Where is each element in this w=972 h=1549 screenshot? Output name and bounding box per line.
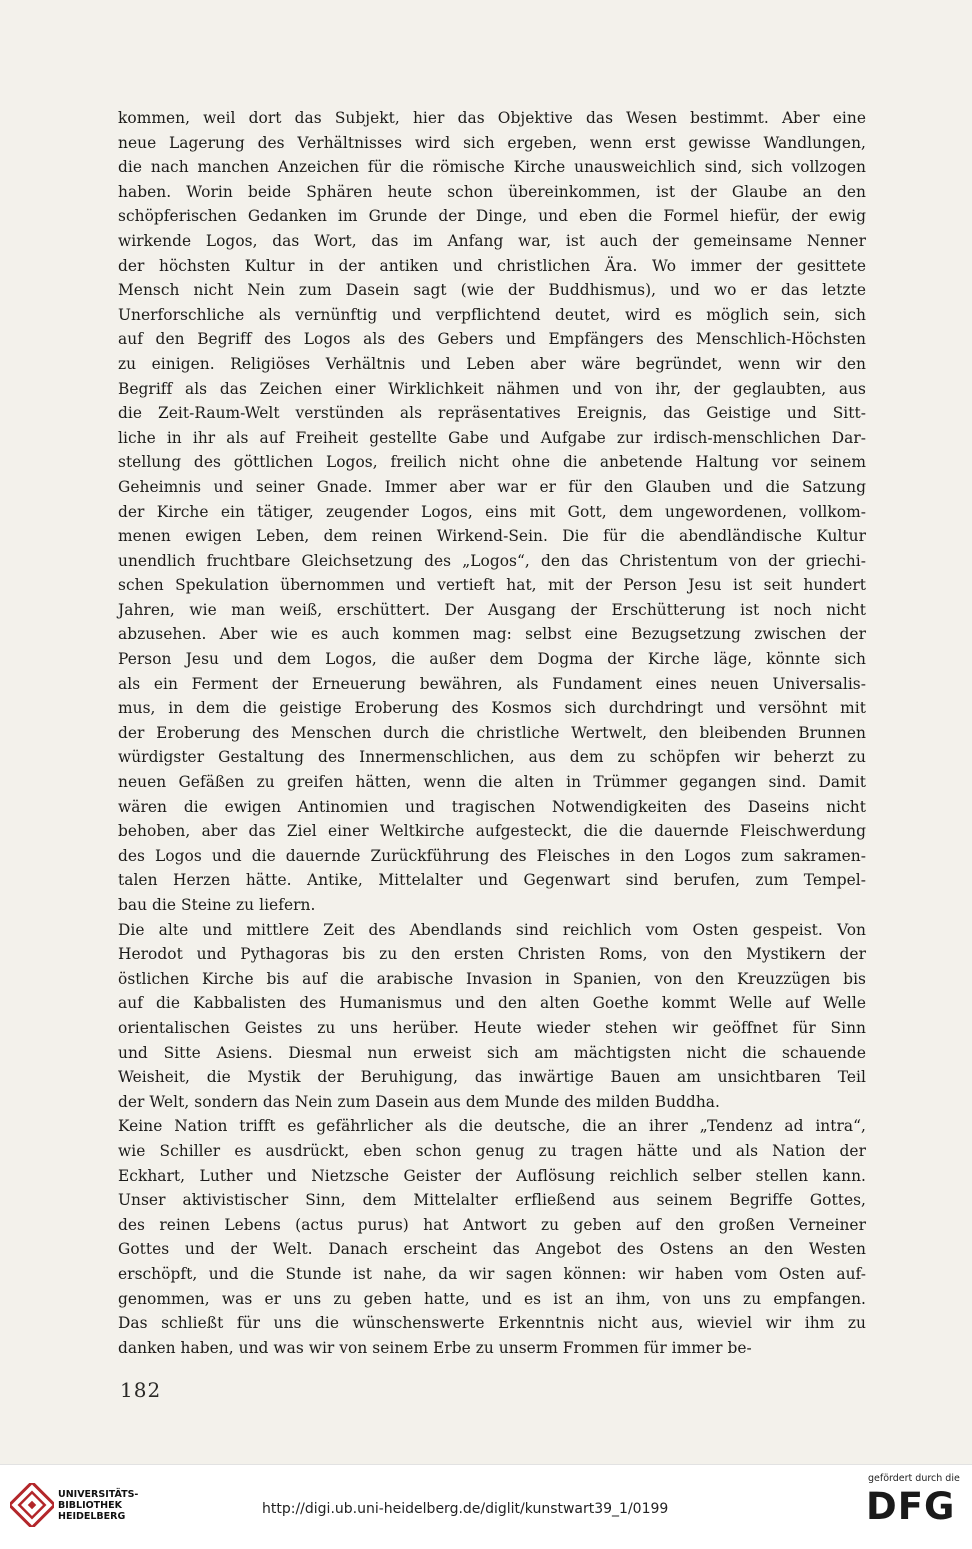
text-line: menen ewigen Leben, dem reinen Wirkend-Sein. Die für die abendländische Kultur	[118, 527, 866, 546]
text-line: auf den Begriff des Logos als des Gebers und Empfängers des Menschlich-Höchsten	[118, 330, 866, 349]
institution-line: UNIVERSITÄTS-	[58, 1489, 139, 1500]
text-line: schen Spekulation übernommen und vertieft hat, mit der Person Jesu ist seit hundert	[118, 576, 866, 595]
text-line: als ein Ferment der Erneuerung bewähren, als Fundament eines neuen Universalis-	[118, 674, 866, 693]
university-seal-icon[interactable]	[10, 1483, 54, 1527]
text-line: der höchsten Kultur in der antiken und christlichen Ära. Wo immer der gesittete	[118, 256, 866, 275]
text-line: zu einigen. Religiöses Verhältnis und Leben aber wäre begründet, wenn wir den	[118, 354, 866, 373]
text-line: Unser aktivistischer Sinn, dem Mittelalter erfließend aus seinem Begriffe Gottes,	[118, 1191, 866, 1210]
text-line: auf die Kabbalisten des Humanismus und den alten Goethe kommt Welle auf Welle	[118, 994, 866, 1013]
text-line: der Welt, sondern das Nein zum Dasein aus dem Munde des milden Buddha.	[118, 1092, 720, 1111]
text-line: die nach manchen Anzeichen für die römische Kirche unausweichlich sind, sich vollzogen	[118, 158, 866, 177]
institution-line: BIBLIOTHEK	[58, 1500, 122, 1511]
text-line: Keine Nation trifft es gefährlicher als die deutsche, die an ihrer „Tendenz ad intra“,	[118, 1117, 866, 1136]
dfg-logo[interactable]: DFG	[866, 1485, 956, 1528]
text-line: Das schließt für uns die wünschenswerte Erkenntnis nicht aus, wieviel wir ihm zu	[118, 1314, 866, 1333]
text-line: neuen Gefäßen zu greifen hätten, wenn die alten in Trümmer gegangen sind. Damit	[118, 773, 866, 792]
text-line: orientalischen Geistes zu uns herüber. Heute wieder stehen wir geöffnet für Sinn	[118, 1018, 866, 1037]
text-line: Eckhart, Luther und Nietzsche Geister der Auflösung reichlich selber stellen kann.	[118, 1166, 866, 1185]
text-line: unendlich fruchtbare Gleichsetzung des „Logos“, den das Christentum von der griechi-	[118, 551, 866, 570]
institution-name[interactable]	[58, 1489, 138, 1522]
text-line: liche in ihr als auf Freiheit gestellte Gabe und Aufgabe zur irdisch-menschlichen Dar-	[118, 428, 866, 447]
text-line: bau die Steine zu liefern.	[118, 896, 316, 914]
text-line: die Zeit-Raum-Welt verstünden als repräsentatives Ereignis, das Geistige und Sitt-	[118, 404, 866, 423]
text-line: haben. Worin beide Sphären heute schon übereinkommen, ist der Glaube an den	[118, 182, 866, 201]
text-line: Begriff als das Zeichen einer Wirklichkeit nähmen und von ihr, der geglaubten, aus	[118, 379, 866, 398]
text-line: des Logos und die dauernde Zurückführung des Fleisches in den Logos zum sakramen-	[118, 846, 866, 865]
source-url-link[interactable]: http://digi.ub.uni-heidelberg.de/diglit/kunstwart39_1/0199	[262, 1501, 669, 1517]
footer-bar	[0, 1464, 972, 1549]
text-line: mus, in dem die geistige Eroberung des Kosmos sich durchdringt und versöhnt mit	[118, 699, 866, 718]
funded-by-label: gefördert durch die	[868, 1473, 960, 1484]
text-line: abzusehen. Aber wie es auch kommen mag: selbst eine Bezugsetzung zwischen der	[118, 625, 866, 644]
text-line: und Sitte Asiens. Diesmal nun erweist sich am mächtigsten nicht die schauende	[118, 1043, 866, 1062]
text-line: Unerforschliche als vernünftig und verpflichtend deutet, wird es möglich sein, sich	[118, 305, 866, 324]
text-line: Die alte und mittlere Zeit des Abendlands sind reichlich vom Osten gespeist. Von	[118, 920, 866, 939]
text-line: Gottes und der Welt. Danach erscheint das Angebot des Ostens an den Westen	[118, 1240, 866, 1259]
text-line: erschöpft, und die Stunde ist nahe, da wir sagen können: wir haben vom Osten auf-	[118, 1264, 866, 1283]
text-line: Person Jesu und dem Logos, die außer dem Dogma der Kirche läge, könnte sich	[118, 650, 866, 669]
text-line: danken haben, und was wir von seinem Erbe zu unserm Frommen für immer be-	[118, 1338, 752, 1357]
text-line: behoben, aber das Ziel einer Weltkirche aufgesteckt, die die dauernde Fleischwerdung	[118, 822, 866, 841]
text-line: östlichen Kirche bis auf die arabische Invasion in Spanien, von den Kreuzzügen bis	[118, 969, 866, 988]
text-line: Herodot und Pythagoras bis zu den ersten Christen Roms, von den Mystikern der	[118, 945, 866, 964]
institution-line: HEIDELBERG	[58, 1511, 126, 1522]
text-line: würdigster Gestaltung des Innermenschlichen, aus dem zu schöpfen wir beherzt zu	[118, 748, 866, 767]
text-line: neue Lagerung des Verhältnisses wird sich ergeben, wenn erst gewisse Wandlungen,	[118, 133, 866, 152]
text-line: kommen, weil dort das Subjekt, hier das Objektive das Wesen bestimmt. Aber eine	[118, 109, 866, 127]
text-line: schöpferischen Gedanken im Grunde der Dinge, und eben die Formel hiefür, der ewig	[118, 207, 866, 226]
page-number: 182	[120, 1378, 162, 1402]
text-line: Jahren, wie man weiß, erschüttert. Der Ausgang der Erschütterung ist noch nicht	[118, 600, 866, 619]
text-line: genommen, was er uns zu geben hatte, und es ist an ihm, von uns zu empfangen.	[118, 1289, 866, 1308]
text-line: Mensch nicht Nein zum Dasein sagt (wie der Buddhismus), und wo er das letzte	[118, 281, 866, 300]
text-line: stellung des göttlichen Logos, freilich nicht ohne die anbetende Haltung vor seinem	[118, 453, 866, 472]
text-line: wirkende Logos, das Wort, das im Anfang war, ist auch der gemeinsame Nenner	[118, 231, 866, 250]
text-line: der Kirche ein tätiger, zeugender Logos, eins mit Gott, dem ungewordenen, vollkom-	[118, 502, 866, 521]
text-line: Weisheit, die Mystik der Beruhigung, das inwärtige Bauen am unsichtbaren Teil	[118, 1068, 866, 1087]
text-line: Geheimnis und seiner Gnade. Immer aber war er für den Glauben und die Satzung	[118, 477, 866, 496]
body-text	[118, 106, 866, 1360]
text-line: des reinen Lebens (actus purus) hat Antwort zu geben auf den großen Verneiner	[118, 1215, 866, 1234]
text-line: wären die ewigen Antinomien und tragischen Notwendigkeiten des Daseins nicht	[118, 797, 866, 816]
text-line: talen Herzen hätte. Antike, Mittelalter und Gegenwart sind berufen, zum Tempel-	[118, 871, 866, 890]
text-line: wie Schiller es ausdrückt, eben schon genug zu tragen hätte und als Nation der	[118, 1141, 866, 1160]
text-line: der Eroberung des Menschen durch die christliche Wertwelt, den bleibenden Brunnen	[118, 723, 866, 742]
